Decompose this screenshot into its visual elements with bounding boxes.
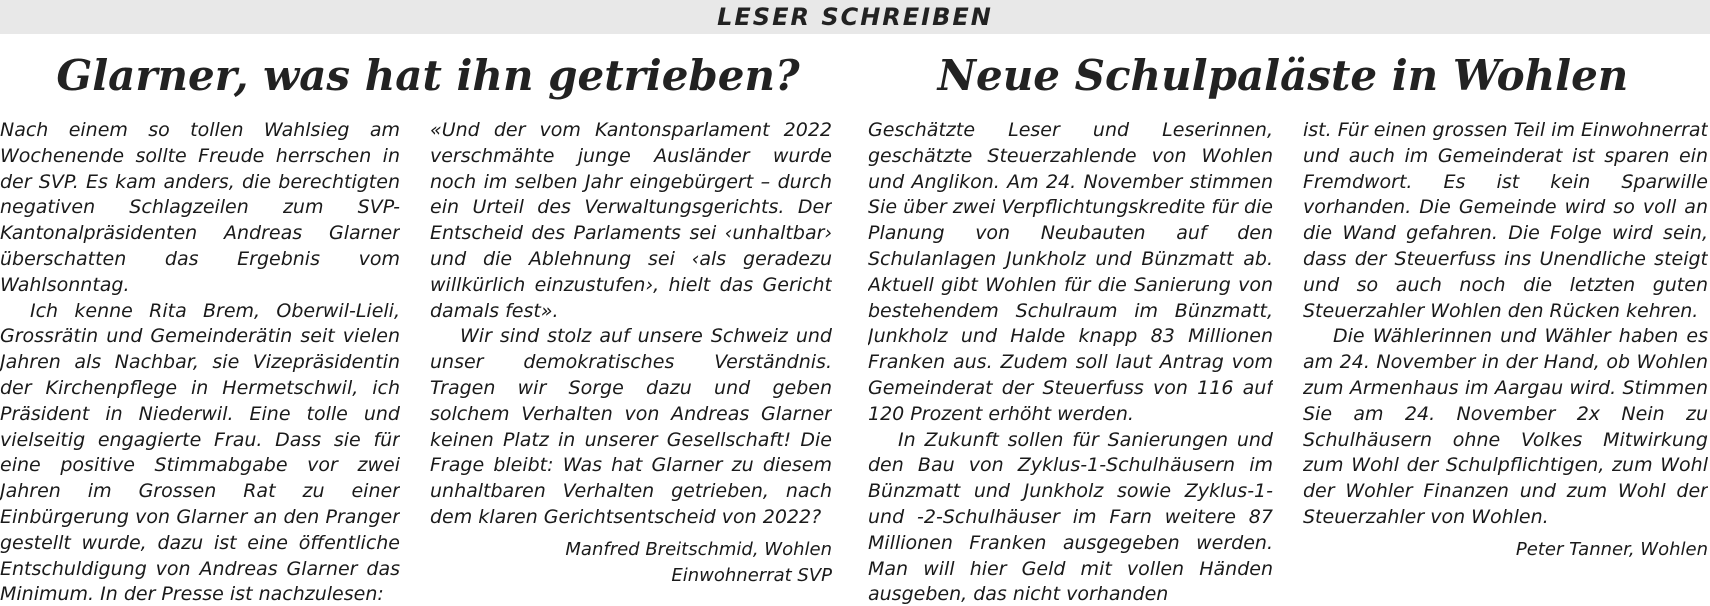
section-banner xyxy=(0,0,1710,34)
section-label: LESER SCHREIBEN xyxy=(717,3,993,31)
author-signature: Manfred Breitschmid, Wohlen xyxy=(565,538,832,560)
paragraph: Ich kenne Rita Brem, Oberwil-Lieli, Grossrätin und Gemeinderätin seit vielen Jahren als Nachbar, sie Vizepräsidentin der Kirchenpflege in Hermetschwil, ich Präsident in Niederwil. Eine tolle und vielseitig engagierte Frau. Dass sie für eine positive Stimmabgabe vor zwei Jahren im Grossen Rat zu einer Einbürgerung von Glarner an den Pranger gestellt wurde, dazu ist eine öffentliche Entschuldigung von Andreas Glarner das Minimum. In der Presse ist nachzulesen: xyxy=(0,299,400,606)
headline-letter-2: Neue Schulpaläste in Wohlen xyxy=(937,51,1629,100)
paragraph: «Und der vom Kantonsparlament 2022 verschmähte junge Ausländer wurde noch im selben Jahr eingebürgert – durch ein Urteil des Verwaltungsgerichts. Der Entscheid des Parlaments sei ‹unhaltbar› und die Ablehnung sei ‹als geradezu willkürlich einzustufen›, hielt das Gericht damals fest». xyxy=(430,119,832,322)
headline-letter-1: Glarner, was hat ihn getrieben? xyxy=(56,51,800,100)
author-signature: Peter Tanner, Wohlen xyxy=(1515,538,1708,560)
paragraph: Wir sind stolz auf unsere Schweiz und unser demokratisches Verständnis. Tragen wir Sorge dazu und geben solchem Verhalten von Andreas Glarner keinen Platz in unserer Gesellschaft! Die Frage bleibt: Was hat Glarner zu diesem unhaltbaren Verhalten getrieben, nach dem klaren Gerichtsentscheid von 2022? xyxy=(430,325,832,528)
paragraph: Nach einem so tollen Wahlsieg am Wochenende sollte Freude herrschen in der SVP. Es kam anders, die berechtigten negativen Schlagzeilen zum SVP-Kantonalpräsidenten Andreas Glarner überschatten das Ergebnis vom Wahlsonntag. xyxy=(0,119,400,296)
paragraph: Geschätzte Leser und Leserinnen, geschätzte Steuerzahlende von Wohlen und Anglikon. Am 24. November stimmen Sie über zwei Verpflichtungskredite für die Planung von Neubauten auf den Schulanlagen Junkholz und Bünzmatt ab. Aktuell gibt Wohlen für die Sanierung von bestehendem Schulraum im Bünzmatt, Junkholz und Halde knapp 83 Millionen Franken aus. Zudem soll laut Antrag vom Gemeinderat der Steuerfuss von 116 auf 120 Prozent erhöht werden. xyxy=(868,119,1273,425)
letter-1-column-1 xyxy=(0,118,400,606)
author-role: Einwohnerrat SVP xyxy=(671,564,832,586)
paragraph: Die Wählerinnen und Wähler haben es am 24. November in der Hand, ob Wohlen zum Armenhaus im Aargau wird. Stimmen Sie am 24. November 2x Nein zu Schulhäusern ohne Volkes Mitwirkung zum Wohl der Schulpflichtigen, zum Wohl der Wohler Finanzen und zum Wohl der Steuerzahler von Wohlen. xyxy=(1303,325,1708,528)
paragraph: In Zukunft sollen für Sanierungen und den Bau von Zyklus-1-Schulhäusern im Bünzmatt und Junkholz sowie Zyklus-1- und -2-Schulhäuser im Farn weitere 87 Millionen Franken ausgegeben werden. Man will hier Geld mit vollen Händen ausgeben, das nicht vorhanden xyxy=(868,428,1273,606)
letter-2-column-1 xyxy=(868,118,1273,606)
letter-1-column-2 xyxy=(430,118,832,606)
letter-2-column-2 xyxy=(1303,118,1708,606)
paragraph: ist. Für einen grossen Teil im Einwohnerrat und auch im Gemeinderat ist sparen ein Fremdwort. Es ist kein Sparwille vorhanden. Die Gemeinde wird so voll an die Wand gefahren. Die Folge wird sein, dass der Steuerfuss ins Unendliche steigt und so auch noch die letzten guten Steuerzahler Wohlen den Rücken kehren. xyxy=(1303,119,1708,322)
